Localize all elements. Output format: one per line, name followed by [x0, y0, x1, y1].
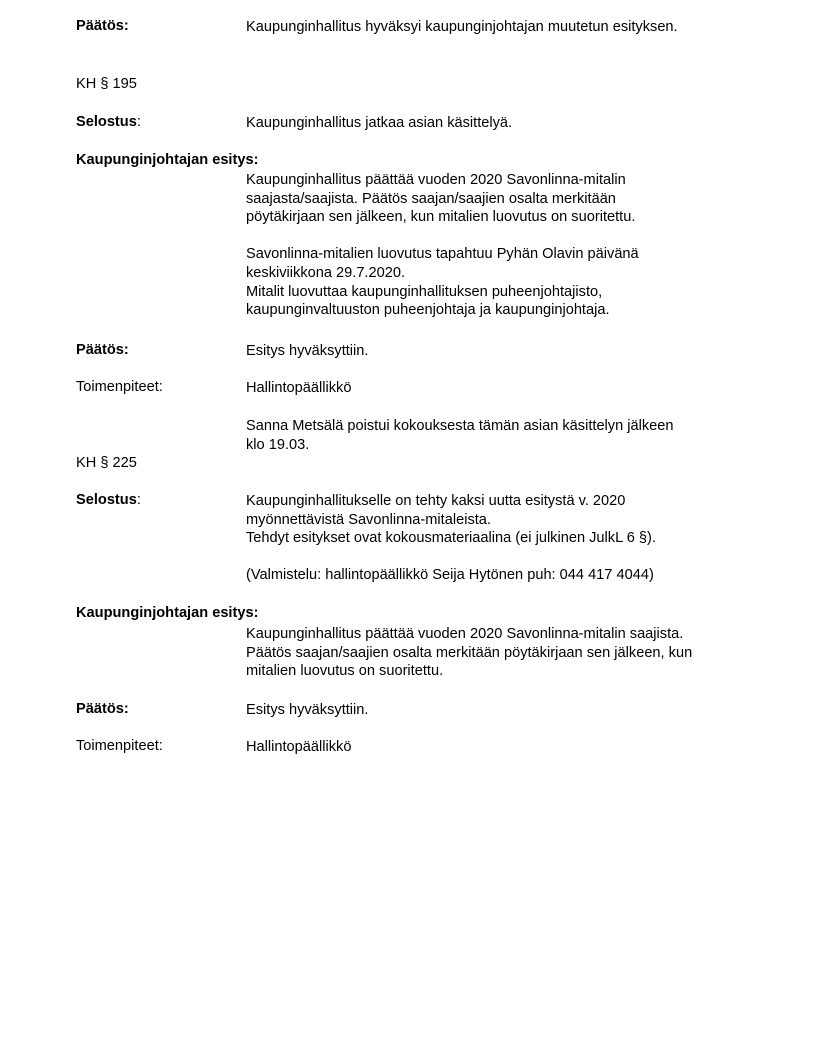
- proposal-line: [246, 227, 756, 246]
- section-number-kh225: KH § 225: [76, 455, 137, 471]
- proposal-line: mitalien luovutus on suoritettu.: [246, 663, 444, 680]
- proposal-line: Savonlinna-mitalien luovutus tapahtuu Pyhän Olavin päivänä: [246, 246, 639, 263]
- description-label-bold: Selostus: [76, 114, 137, 130]
- proposal-line: Kaupunginhallitus päättää vuoden 2020 Savonlinna-mitalin saajista.: [246, 626, 684, 642]
- description-label-colon: :: [136, 114, 141, 130]
- note-line: Sanna Metsälä poistui kokouksesta tämän asian käsittelyn jälkeen: [246, 418, 674, 434]
- proposal-text-1: [246, 171, 756, 320]
- proposal-line: pöytäkirjaan sen jälkeen, kun mitalien luovutus on suoritettu.: [246, 209, 636, 226]
- proposal-line: saajasta/saajista. Päätös saajan/saajien osalta merkitään: [246, 190, 616, 207]
- description-label: [76, 492, 141, 508]
- actions-value: Hallintopäällikkö: [246, 380, 352, 396]
- proposal-line: Kaupunginhallitus päättää vuoden 2020 Savonlinna-mitalin: [246, 172, 626, 188]
- decision-label: Päätös:: [76, 701, 129, 717]
- description-label-colon: :: [136, 492, 141, 508]
- description-text: [246, 492, 756, 585]
- proposal-line: kaupunginvaltuuston puheenjohtaja ja kaupunginjohtaja.: [246, 302, 610, 319]
- description-line: (Valmistelu: hallintopäällikkö Seija Hytönen puh: 044 417 4044): [246, 567, 654, 584]
- decision-value: Esitys hyväksyttiin.: [246, 702, 369, 718]
- proposal-text-2: [246, 625, 756, 681]
- description-label: [76, 114, 141, 130]
- description-line: myönnettävistä Savonlinna-mitaleista.: [246, 511, 491, 528]
- actions-note: [246, 417, 756, 454]
- decision-label: Päätös:: [76, 342, 129, 358]
- section-number-kh195: KH § 195: [76, 76, 137, 92]
- decision-label: Päätös:: [76, 18, 129, 34]
- description-line: Tehdyt esitykset ovat kokousmateriaalina (ei julkinen JulkL 6 §).: [246, 530, 656, 547]
- decision-value: Esitys hyväksyttiin.: [246, 343, 369, 359]
- note-line: klo 19.03.: [246, 436, 310, 453]
- proposal-line: Mitalit luovuttaa kaupunginhallituksen puheenjohtajisto,: [246, 283, 603, 300]
- actions-label: Toimenpiteet:: [76, 379, 163, 395]
- description-line: Kaupunginhallitukselle on tehty kaksi uutta esitystä v. 2020: [246, 493, 626, 509]
- description-line: [246, 548, 756, 567]
- proposal-line: keskiviikkona 29.7.2020.: [246, 264, 406, 281]
- actions-label: Toimenpiteet:: [76, 738, 163, 754]
- proposal-line: Päätös saajan/saajien osalta merkitään pöytäkirjaan sen jälkeen, kun: [246, 644, 693, 661]
- decision-value: Kaupunginhallitus hyväksyi kaupunginjohtajan muutetun esityksen.: [246, 19, 678, 35]
- description-value: Kaupunginhallitus jatkaa asian käsittelyä.: [246, 115, 513, 131]
- actions-value: Hallintopäällikkö: [246, 739, 352, 755]
- description-label-bold: Selostus: [76, 492, 137, 508]
- proposal-heading-1: Kaupunginjohtajan esitys:: [76, 152, 259, 168]
- proposal-heading-2: Kaupunginjohtajan esitys:: [76, 605, 259, 621]
